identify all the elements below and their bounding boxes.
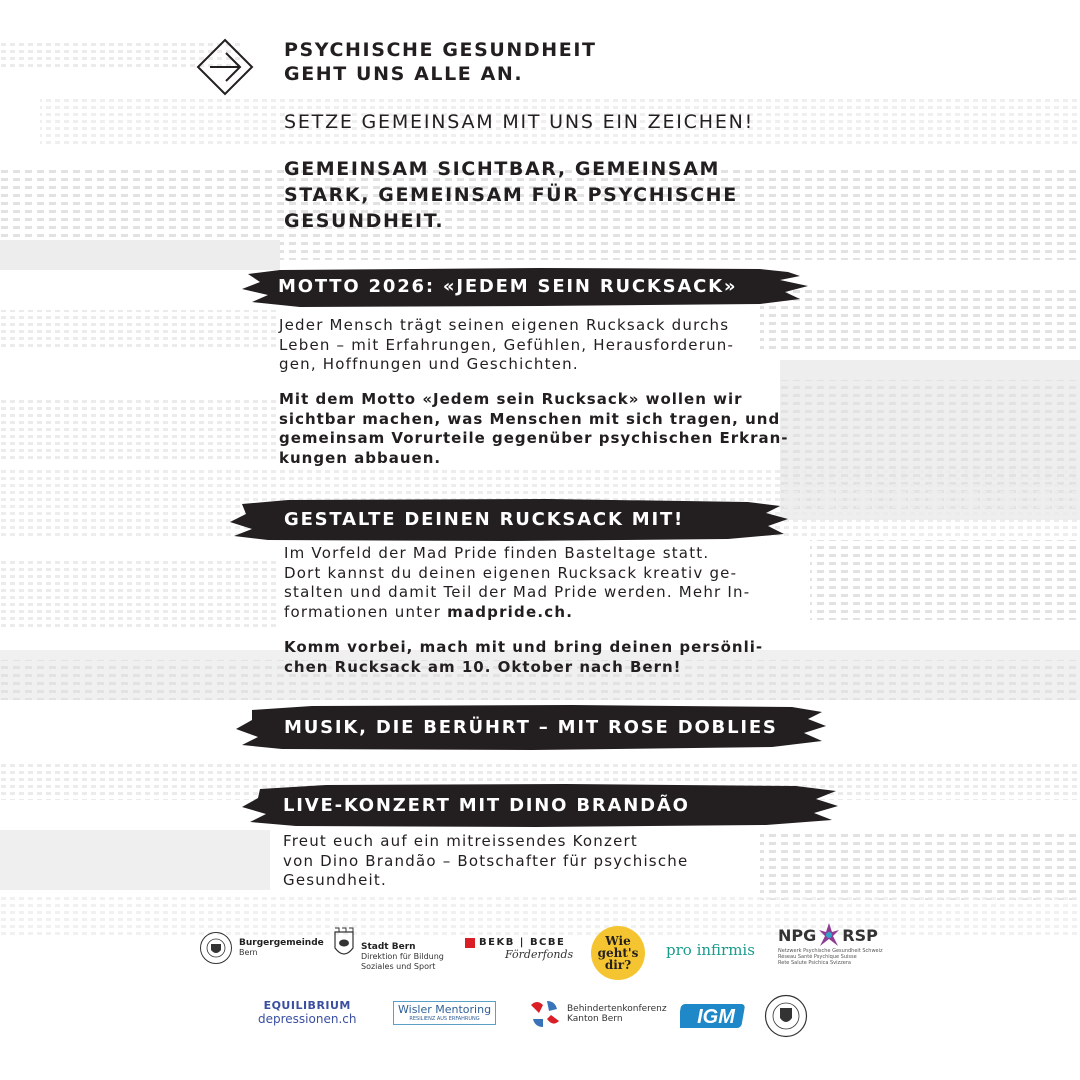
text-line: stalten und damit Teil der Mad Pride werden. Mehr In- (284, 583, 751, 601)
text-line (284, 603, 750, 623)
logo-label: NPG (778, 925, 817, 945)
gestalte-paragraph-2 (284, 638, 763, 677)
header-title-line2: GEHT UNS ALLE AN. (284, 63, 524, 85)
bern-crest-icon (333, 926, 355, 960)
logo-label: Stadt Bern (361, 942, 416, 952)
section-title-gestalte: GESTALTE DEINEN RUCKSACK MIT! (284, 509, 685, 530)
text-line: von Dino Brandão – Botschafter für psychische (283, 851, 689, 870)
claim-line: GEMEINSAM SICHTBAR, GEMEINSAM (284, 158, 721, 180)
section-motto-banner (240, 262, 810, 312)
section-gestalte-banner (228, 494, 790, 546)
claim-line: GESUNDHEIT. (284, 210, 445, 232)
section-konzert-banner (236, 779, 840, 833)
logo-behindertenkonferenz (527, 997, 667, 1031)
logo-label: Behindertenkonferenz (567, 1004, 667, 1014)
header-title-line1: PSYCHISCHE GESUNDHEIT (284, 39, 597, 61)
section-title-konzert: LIVE-KONZERT MIT DINO BRANDÃO (283, 795, 690, 816)
text-line: gemeinsam Vorurteile gegenüber psychischen Erkran- (279, 429, 789, 447)
logo-gesellschaft-gerwern (764, 994, 808, 1038)
text-line: Jeder Mensch trägt seinen eigenen Rucksack durchs (279, 316, 730, 334)
logo-sublabel: Bern (239, 948, 258, 957)
bekb-mark-icon (465, 938, 475, 948)
text-line: Leben – mit Erfahrungen, Gefühlen, Herausforderun- (279, 335, 735, 354)
logo-sublabel: Förderfonds (505, 948, 574, 961)
claim (284, 156, 738, 234)
text-line: Dort kannst du deinen eigenen Rucksack kreativ ge- (284, 563, 738, 582)
logo-burgergemeinde (199, 931, 324, 965)
npg-cross-icon (818, 922, 840, 948)
igm-logo-text: IGM (697, 1006, 735, 1028)
header-title (284, 38, 597, 86)
logo-sublabel: depressionen.ch (258, 1012, 357, 1026)
logo-line: dir? (604, 958, 632, 972)
madpride-link[interactable]: madpride.ch. (447, 602, 574, 621)
logo-sublabel: Netzwerk Psychische Gesundheit Schweiz (778, 948, 883, 954)
motto-paragraph-2 (279, 390, 789, 468)
igm-logo-icon (680, 1000, 748, 1030)
logo-sublabel: Rete Salute Psichica Svizzera (778, 960, 851, 966)
hands-icon (527, 997, 563, 1031)
text-line: Im Vorfeld der Mad Pride finden Basteltage statt. (284, 544, 710, 562)
logo-wie-gehts-dir (591, 926, 645, 980)
logo-bekb (465, 938, 573, 961)
text-line: Komm vorbei, mach mit und bring deinen persönli- (284, 638, 764, 656)
logo-sublabel: RESILIENZ AUS ERFAHRUNG (409, 1016, 480, 1022)
logo-wisler-mentoring (393, 1001, 496, 1025)
logo-line: geht's (597, 946, 639, 960)
text-fragment: formationen unter (284, 602, 448, 621)
logo-sublabel: Kanton Bern (567, 1014, 623, 1024)
logo-label: RSP (842, 925, 878, 945)
motto-paragraph-1 (279, 316, 734, 375)
logo-npg-rsp (778, 922, 883, 966)
konzert-paragraph-1 (283, 832, 688, 891)
seal-icon (199, 931, 233, 965)
logo-label: EQUILIBRIUM (263, 999, 351, 1012)
section-musik-banner (232, 701, 828, 755)
text-line: Mit dem Motto «Jedem sein Rucksack» wollen wir (279, 390, 743, 408)
logo-pro-infirmis (666, 941, 755, 959)
logo-sublabel: Réseau Santé Psychique Suisse (778, 954, 857, 960)
text-line: Gesundheit. (283, 871, 387, 889)
logo-label: Burgergemeinde (239, 938, 324, 948)
seal-icon (764, 994, 808, 1038)
text-line: sichtbar machen, was Menschen mit sich tragen, und (279, 409, 781, 428)
arrow-logo-icon (196, 38, 254, 96)
logo-equilibrium (258, 999, 356, 1026)
text-line: kungen abbauen. (279, 448, 442, 467)
section-title-musik: MUSIK, DIE BERÜHRT – MIT ROSE DOBLIES (284, 717, 778, 738)
text-line: Freut euch auf ein mitreissendes Konzert (283, 832, 638, 850)
logo-label: BEKB | BCBE (479, 937, 566, 948)
logo-stadt-bern (333, 926, 444, 972)
logo-sublabel: Soziales und Sport (361, 962, 436, 971)
text-line: chen Rucksack am 10. Oktober nach Bern! (284, 657, 682, 676)
section-title-motto: MOTTO 2026: «JEDEM SEIN RUCKSACK» (278, 276, 738, 297)
logo-label: pro infirmis (666, 941, 755, 959)
tagline: SETZE GEMEINSAM MIT UNS EIN ZEICHEN! (284, 111, 755, 133)
claim-line: STARK, GEMEINSAM FÜR PSYCHISCHE (284, 184, 738, 206)
logo-line: Wie (605, 934, 631, 948)
logo-sublabel: Direktion für Bildung (361, 952, 444, 961)
text-line: gen, Hoffnungen und Geschichten. (279, 355, 579, 373)
gestalte-paragraph-1 (284, 544, 750, 622)
logo-igm (680, 1000, 748, 1030)
logo-label: Wisler Mentoring (398, 1003, 492, 1016)
